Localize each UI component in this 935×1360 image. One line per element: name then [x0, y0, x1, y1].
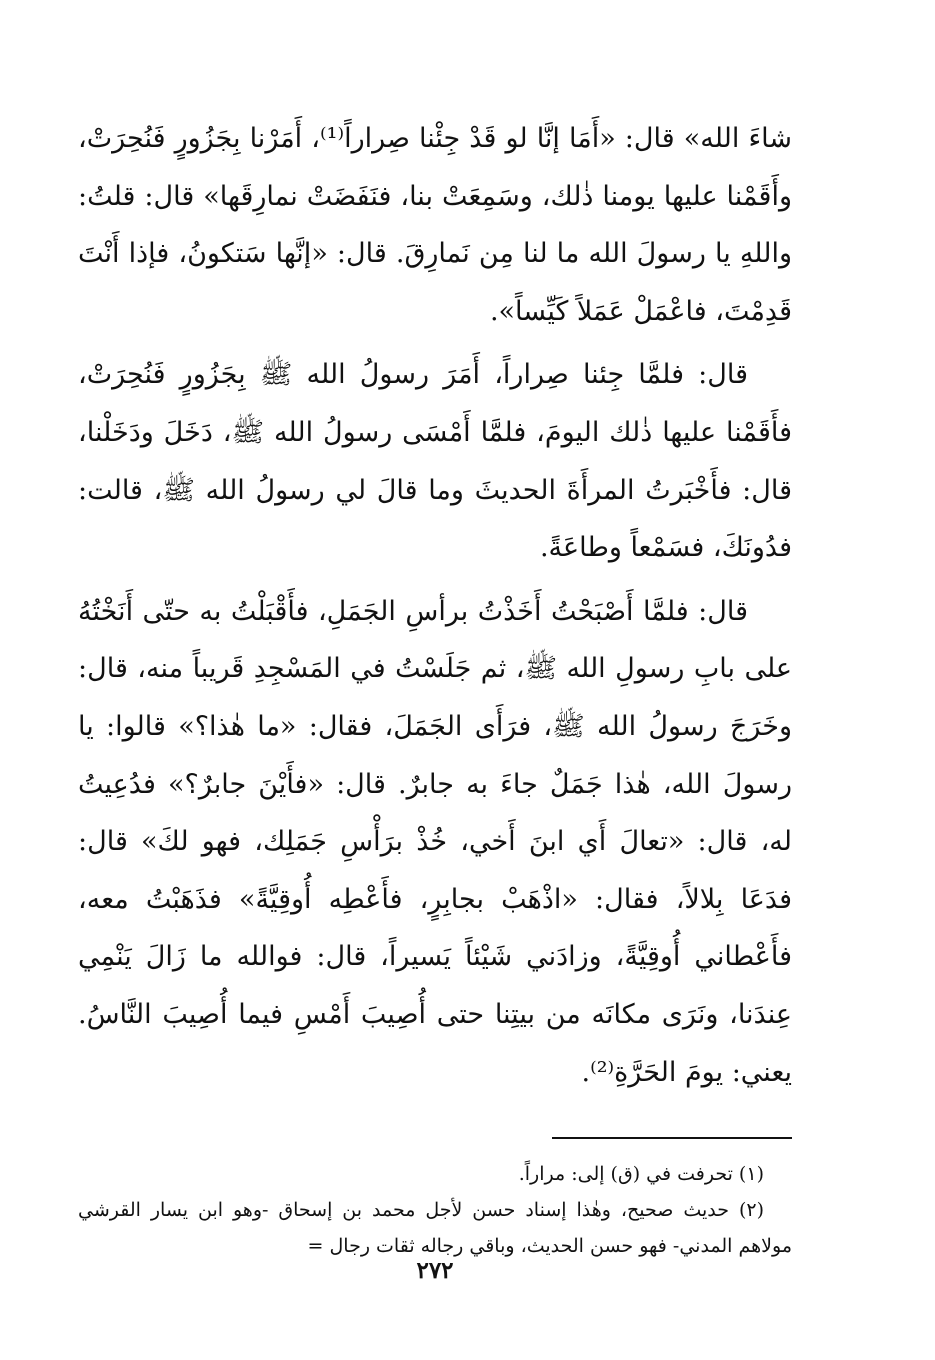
paragraph-3: قال: فلمَّا أَصْبَحْتُ أَخَذْتُ برأسِ الجَمَلِ، فأَقْبَلْتُ به حتّى أَنَخْتُهُ على بابِ رسولِ الله ﷺ، ثم جَلَسْتُ في المَسْجِدِ قَريباً منه، قال: وخَرَجَ رسولُ الله ﷺ، فرَأَى الجَمَلَ، فقال: «ما هٰذا؟» قالوا: يا رسولَ الله، هٰذا جَمَلٌ جاءَ به جابرٌ. قال: «فأَيْنَ جابرٌ؟» فدُعِيتُ له، قال: «تعالَ أَي ابنَ أَخي، خُذْ برَأْسِ جَمَلِك، فهو لكَ» قال: فدَعَا بِلالاً، فقال: «اذْهَبْ بجابِرٍ، فأَعْطِه أُوقِيَّةً» فذَهَبْتُ معه، فأَعْطاني أُوقِيَّةً، وزادَني شَيْئاً يَسيراً، قال: فوالله ما زَالَ يَنْمِي عِندَنا، ونَرَى مكانَه من بيتِنا حتى أُصِيبَ أَمْسِ فيما أُصِيبَ النَّاسُ. يعني: يومَ الحَرَّةِ⁽²⁾. — [78, 595, 792, 1088]
page-number: ٢٧٢ — [416, 1257, 454, 1284]
book-page — [78, 110, 792, 1310]
paragraph-2: قال: فلمَّا جِئنا صِراراً، أَمَرَ رسولُ الله ﷺ بِجَزُورٍ فَنُحِرَتْ، فأَقَمْنا عليها ذٰلك اليومَ، فلمَّا أَمْسَى رسولُ الله ﷺ، دَخَلَ ودَخَلْنا، قال: فأَخْبَرتُ المرأَةَ الحديثَ وما قالَ لي رسولُ الله ﷺ، قالت: فدُونَكَ، فسَمْعاً وطاعَةً. — [78, 359, 792, 564]
footnote-divider — [552, 1137, 792, 1139]
footnote-2: (٢) حديث صحيح، وهٰذا إسناد حسن لأجل محمد بن إسحاق -وهو ابن يسار القرشي مولاهم المدني- فهو حسن الحديث، وباقي رجاله ثقات رجال = — [78, 1199, 792, 1257]
footnote-1: (١) تحرفت في (ق) إلى: مراراً. — [518, 1163, 764, 1185]
main-text — [78, 110, 792, 1107]
footnotes — [78, 1156, 792, 1264]
paragraph-1: شاءَ الله» قال: «أَمَا إنَّا لو قَدْ جِئْنا صِراراً⁽¹⁾، أَمَرْنا بِجَزُورٍ فَنُحِرَتْ، وأَقَمْنا عليها يومنا ذٰلك، وسَمِعَتْ بنا، فنَفَضَتْ نمارِقَها» قال: قلتُ: واللهِ يا رسولَ الله ما لنا مِن نَمارِقَ. قال: «إنَّها سَتكونُ، فإذا أَنْتَ قَدِمْتَ، فاعْمَلْ عَمَلاً كَيِّساً». — [78, 123, 792, 327]
